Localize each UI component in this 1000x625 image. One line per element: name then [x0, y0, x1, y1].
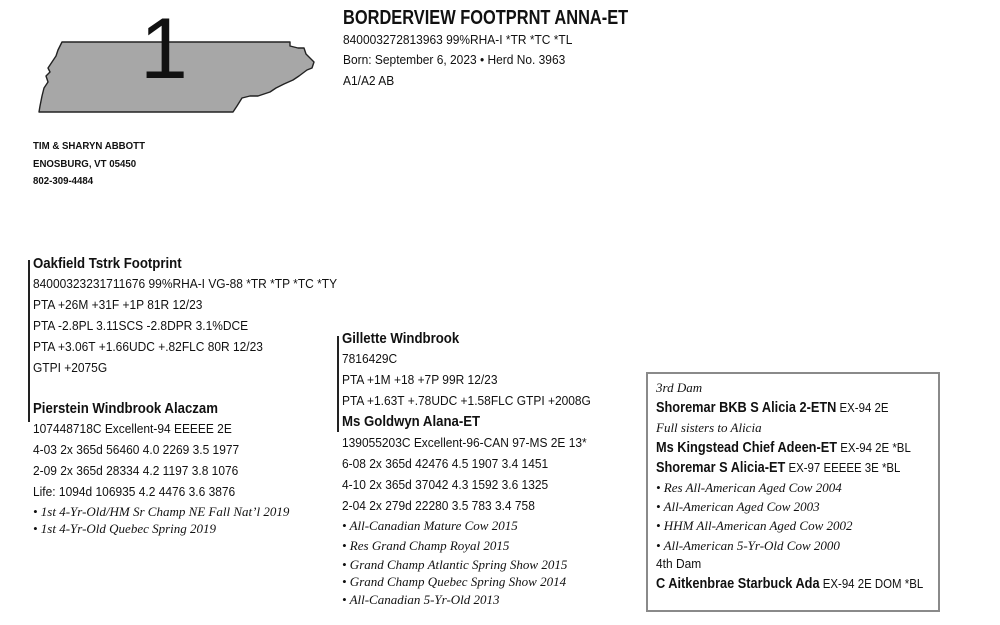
- owner-city: ENOSBURG, VT 05450: [33, 158, 137, 170]
- sister-honor: • All-American 5-Yr-Old Cow 2000: [656, 538, 840, 553]
- mgs-line: PTA +1.63T +.78UDC +1.58FLC GTPI +2008G: [342, 393, 591, 408]
- mgd-record: 2-04 2x 279d 22280 3.5 783 3.4 758: [342, 498, 535, 513]
- fourth-dam-score: EX-94 2E DOM *BL: [819, 576, 924, 591]
- third-dam-name: Shoremar BKB S Alicia 2-ETN: [656, 400, 837, 416]
- sister-honor: • All-American Aged Cow 2003: [656, 499, 820, 514]
- sister-name: Ms Kingstead Chief Adeen-ET: [656, 440, 838, 456]
- third-dam-label: 3rd Dam: [656, 380, 703, 395]
- cow-name: BORDERVIEW FOOTPRNT ANNA-ET: [343, 7, 629, 29]
- third-dam-score: EX-94 2E: [836, 400, 889, 415]
- mgd-honor: • All-Canadian Mature Cow 2015: [342, 518, 518, 533]
- mgd-line: 139055203C Excellent-96-CAN 97-MS 2E 13*: [342, 435, 587, 450]
- dam-line: 107448718C Excellent-94 EEEEE 2E: [33, 421, 232, 436]
- mgs-line: PTA +1M +18 +7P 99R 12/23: [342, 372, 498, 387]
- mgs-line: 7816429C: [342, 351, 398, 366]
- owner-name: TIM & SHARYN ABBOTT: [33, 140, 145, 152]
- mgd-honor: • Grand Champ Atlantic Spring Show 2015: [342, 557, 568, 572]
- dam-record: 4-03 2x 365d 56460 4.0 2269 3.5 1977: [33, 442, 240, 457]
- lot-number: 1: [140, 1, 188, 97]
- fourth-dam-label: 4th Dam: [656, 556, 702, 571]
- sire-line: GTPI +2075G: [33, 360, 108, 375]
- sister-score: EX-94 2E *BL: [837, 440, 911, 455]
- sire-line: 84000323231711676 99%RHA-I VG-88 *TR *TP *TC *TY: [33, 276, 338, 291]
- sire-line: PTA +3.06T +1.66UDC +.82FLC 80R 12/23: [33, 339, 263, 354]
- birth-herd-line: Born: September 6, 2023 • Herd No. 3963: [343, 52, 566, 67]
- fourth-dam-name: C Aitkenbrae Starbuck Ada: [656, 576, 820, 592]
- dam-name: Pierstein Windbrook Alaczam: [33, 400, 218, 417]
- mgs-bracket: [337, 336, 339, 432]
- sister-score: EX-97 EEEEE 3E *BL: [785, 460, 901, 475]
- sire-line: PTA -2.8PL 3.11SCS -2.8DPR 3.1%DCE: [33, 318, 249, 333]
- dam-lifetime: Life: 1094d 106935 4.2 4476 3.6 3876: [33, 484, 236, 499]
- dam-honor: • 1st 4-Yr-Old Quebec Spring 2019: [33, 521, 217, 536]
- dam-record: 2-09 2x 365d 28334 4.2 1197 3.8 1076: [33, 463, 239, 478]
- registration-line: 840003272813963 99%RHA-I *TR *TC *TL: [343, 32, 573, 47]
- sire-bracket: [28, 260, 30, 422]
- full-sisters-label: Full sisters to Alicia: [656, 420, 762, 435]
- sire-name: Oakfield Tstrk Footprint: [33, 255, 182, 272]
- mgd-record: 6-08 2x 365d 42476 4.5 1907 3.4 1451: [342, 456, 549, 471]
- sister-name: Shoremar S Alicia-ET: [656, 460, 786, 476]
- owner-phone: 802-309-4484: [33, 175, 94, 187]
- sister-honor: • HHM All-American Aged Cow 2002: [656, 518, 853, 533]
- mgd-honor: • Res Grand Champ Royal 2015: [342, 538, 510, 553]
- mgd-honor: • Grand Champ Quebec Spring Show 2014: [342, 574, 567, 589]
- mgs-name: Gillette Windbrook: [342, 330, 460, 347]
- dam-honor: • 1st 4-Yr-Old/HM Sr Champ NE Fall Nat’l 2019: [33, 504, 290, 519]
- a2-status: A1/A2 AB: [343, 73, 395, 88]
- mgd-record: 4-10 2x 365d 37042 4.3 1592 3.6 1325: [342, 477, 549, 492]
- mgd-honor: • All-Canadian 5-Yr-Old 2013: [342, 592, 500, 607]
- sister-honor: • Res All-American Aged Cow 2004: [656, 480, 842, 495]
- sire-line: PTA +26M +31F +1P 81R 12/23: [33, 297, 203, 312]
- mgd-name: Ms Goldwyn Alana-ET: [342, 413, 481, 430]
